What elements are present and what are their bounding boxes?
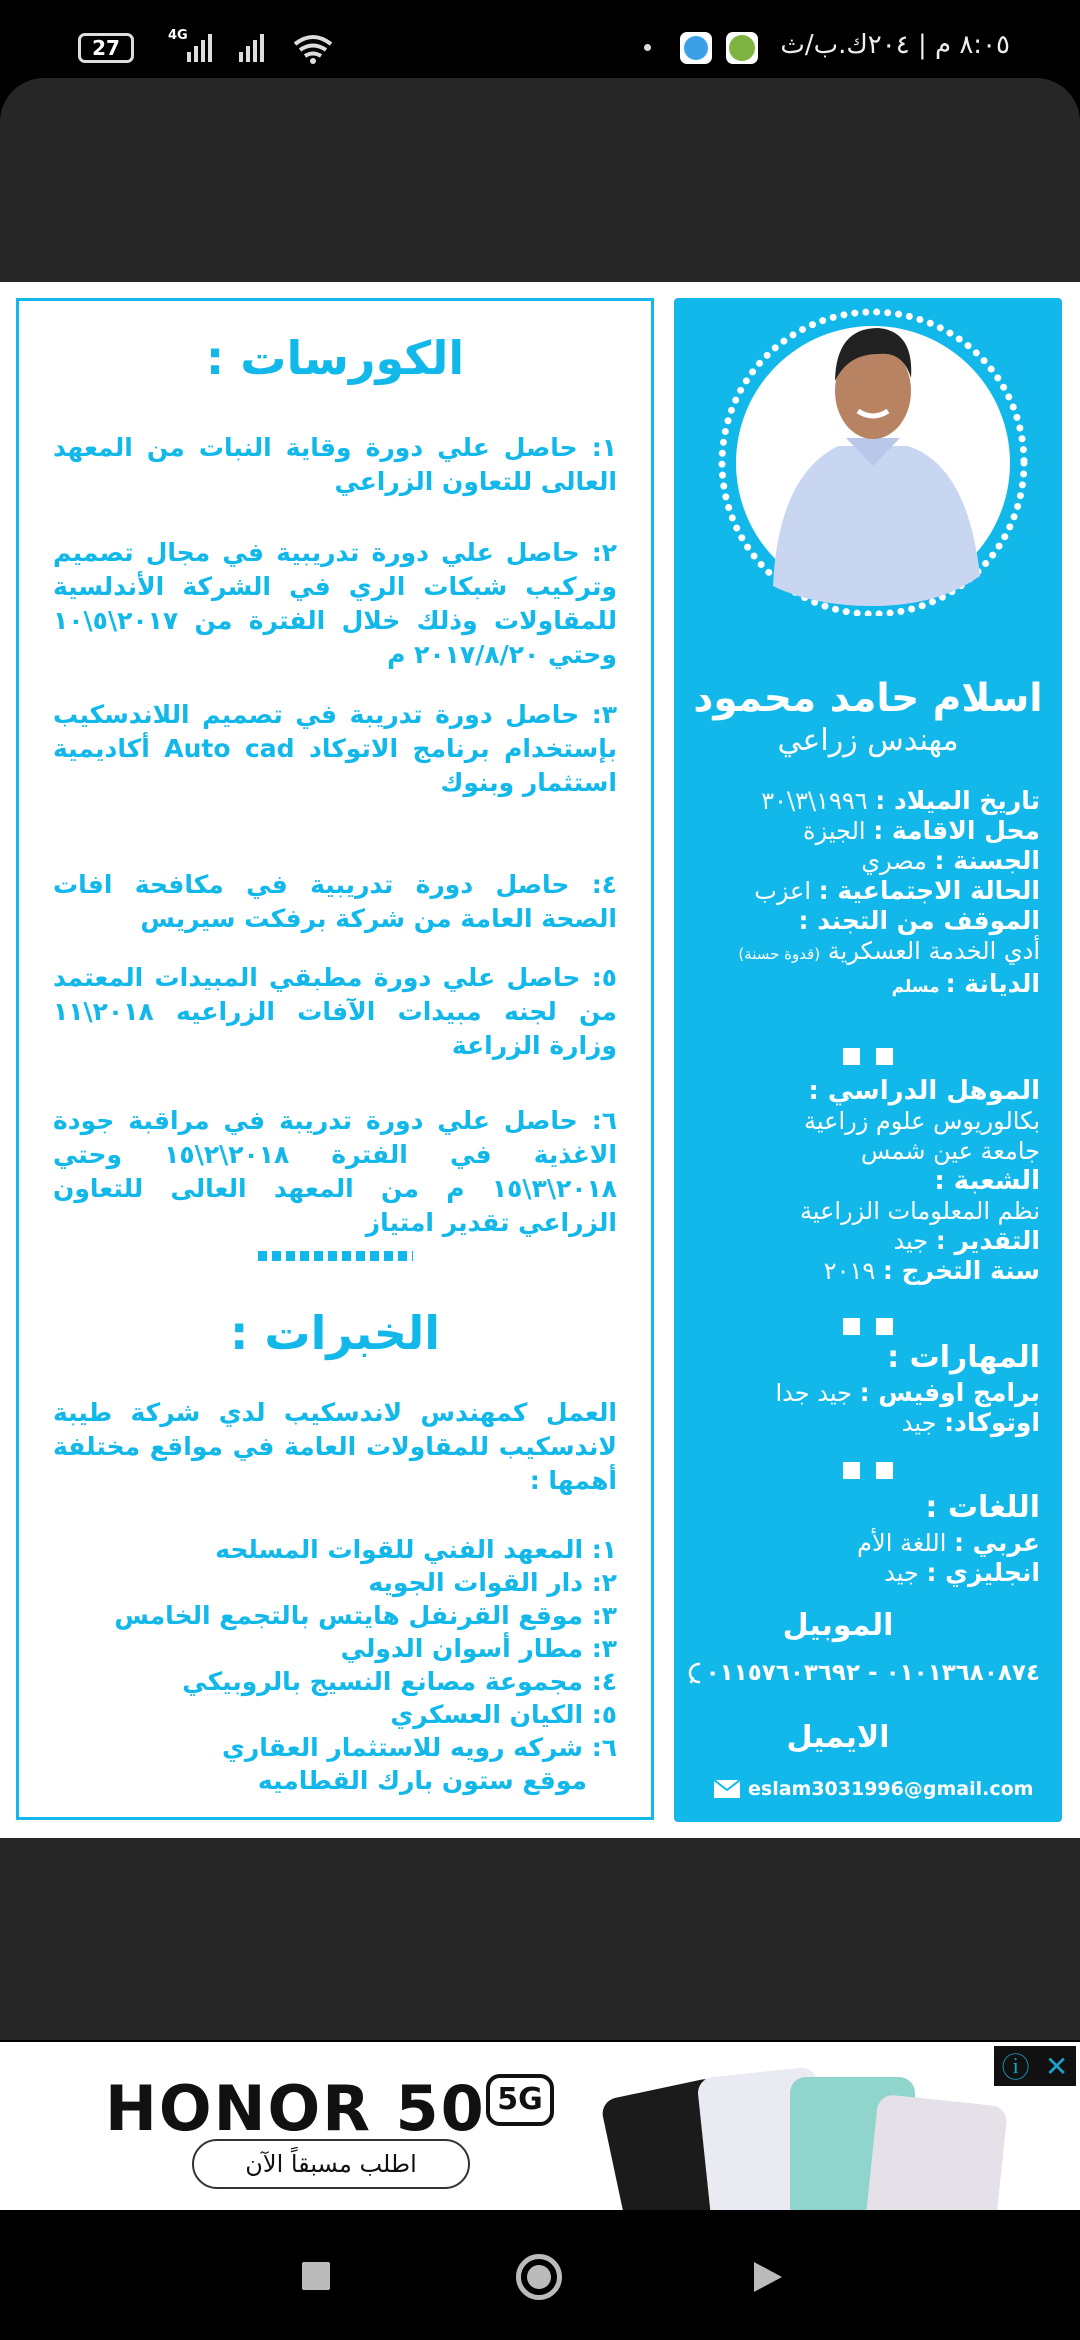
course-item: ٢: حاصل علي دورة تدريبية في مجال تصميم وتركيب شبكات الري في الشركة الأندلسية للمقاولات وذلك خلال الفترة من ٢٠١٧\٥\١٠ وحتي ٢٠١٧/٨/٢٠ م xyxy=(53,538,617,669)
ad-phones-image xyxy=(615,2062,1015,2210)
status-bar xyxy=(0,0,1080,78)
education-heading: الموهل الدراسي : xyxy=(808,1076,1040,1106)
mail-icon xyxy=(714,1780,740,1798)
courses-heading: الكورسات : xyxy=(205,331,465,385)
religion-row: الديانة : مسلم xyxy=(891,969,1040,998)
languages-heading: اللغات : xyxy=(925,1490,1040,1525)
home-button[interactable] xyxy=(516,2254,562,2300)
skill-row: برامج اوفيس : جيد جدا xyxy=(775,1378,1040,1407)
course-item: ٥: حاصل علي دورة مطبقي المبيدات المعتمد من لجنه مبيدات الآفات الزراعيه ٢٠١٨\١١ وزارة الزراعة xyxy=(53,963,617,1060)
military-label-row: الموقف من التجند : xyxy=(798,906,1040,935)
course-item: ٣: حاصل دورة تدريبة في تصميم اللاندسكيب بإستخدام برنامج الاتوكاد Auto cad أكاديمية استثمار وبنوك xyxy=(53,700,617,797)
experience-item: ٢: دار القوات الجويه xyxy=(368,1568,617,1597)
military-status-row: أدي الخدمة العسكرية (قدوة حسنة) xyxy=(738,937,1040,965)
experience-heading: الخبرات : xyxy=(230,1306,440,1360)
section-separator xyxy=(674,1048,1062,1069)
ad-5g-badge: 5G xyxy=(486,2074,554,2126)
language-row: انجليزي : جيد xyxy=(884,1558,1040,1587)
grade-row: التقدير : جيد xyxy=(893,1226,1040,1255)
course-item: ٤: حاصل دورة تدريبية في مكافحة افات الصحة العامة من شركة برفكت سيريس xyxy=(53,870,617,933)
notification-dot xyxy=(644,44,651,51)
app-notification-icon xyxy=(680,32,712,64)
viewer-top-area xyxy=(0,78,1080,282)
profile-photo xyxy=(718,306,1028,616)
experience-item: ٣: مطار أسوان الدولي xyxy=(340,1634,617,1663)
marital-status-row: الحالة الاجتماعية : اعزب xyxy=(754,876,1040,905)
section-separator xyxy=(674,1462,1062,1483)
degree: بكالوريوس علوم زراعية xyxy=(804,1107,1040,1135)
dotted-separator xyxy=(19,1246,651,1265)
experience-item: ٥: الكيان العسكري xyxy=(390,1700,617,1729)
viewer-bottom-area xyxy=(0,1838,1080,2040)
experience-item: ٦: شركه رويه للاستثمار العقاري xyxy=(221,1733,617,1762)
university: جامعة عين شمس xyxy=(860,1137,1040,1165)
division: نظم المعلومات الزراعية xyxy=(799,1197,1040,1225)
battery-level: 27 xyxy=(92,36,120,60)
clock: ٨:٠٥ م | ٢٠٤ك.ب/ث xyxy=(780,30,1010,60)
ad-close-icon[interactable]: ✕ xyxy=(1044,2049,1069,2083)
experience-item: موقع ستون بارك القطاميه xyxy=(257,1766,587,1795)
experience-item: ٤: مجموعة مصانع النسيج بالروبيكي xyxy=(182,1667,617,1696)
whatsapp-icon xyxy=(688,1662,700,1684)
ad-brand: HONOR 50 xyxy=(105,2072,486,2145)
nationality-row: الجسنة : مصري xyxy=(861,846,1040,875)
back-button[interactable] xyxy=(752,2260,784,2294)
ad-info-icon[interactable]: ⓘ xyxy=(1001,2051,1030,2084)
course-item: ٦: حاصل علي دورة تدريبة في مراقبة جودة الاغذية في الفترة ٢٠١٨\٢\١٥ وحتي ٢٠١٨\٣\١٥ م من المعهد العالى للتعاون الزراعي تقدير امتياز xyxy=(53,1106,617,1237)
profile-title: مهندس زراعي xyxy=(777,723,959,758)
division-label: الشعبة : xyxy=(934,1166,1040,1196)
settings-notification-icon xyxy=(726,32,758,64)
skill-row: اوتوكاد: جيد xyxy=(901,1408,1040,1437)
navigation-bar xyxy=(0,2210,1080,2340)
battery-icon xyxy=(78,33,134,63)
signal-wifi-icons xyxy=(165,30,345,66)
ad-banner[interactable] xyxy=(0,2042,1080,2210)
experience-intro: العمل كمهندس لاندسكيب لدي شركة طيبة لاندسكيب للمقاولات العامة في مواقع مختلفة أهمها : xyxy=(53,1398,617,1495)
experience-item: ٣: موقع القرنفل هايتس بالتجمع الخامس xyxy=(114,1601,617,1630)
residence-row: محل الاقامة : الجيزة xyxy=(803,816,1040,845)
recents-button[interactable] xyxy=(302,2262,330,2290)
courses-experience-box xyxy=(16,298,654,1820)
profile-panel xyxy=(674,298,1062,1822)
phone-numbers[interactable]: ٠١٠١٣٦٨٠٨٧٤ - ٠١١٥٧٦٠٣٦٩٢ xyxy=(705,1660,1040,1686)
network-type: 4G xyxy=(168,28,188,43)
language-row: عربي : اللغة الأم xyxy=(857,1528,1040,1557)
mobile-heading: الموبيل xyxy=(782,1608,894,1643)
section-separator xyxy=(674,1318,1062,1339)
birth-date-row: تاريخ الميلاد : ١٩٩٦\٣\٣٠ xyxy=(761,786,1040,815)
email-heading: الايميل xyxy=(786,1720,890,1755)
experience-item: ١: المعهد الفني للقوات المسلحه xyxy=(215,1535,617,1564)
profile-name: اسلام حامد محمود xyxy=(693,676,1043,721)
email-address[interactable]: eslam3031996@gmail.com xyxy=(748,1778,1034,1800)
course-item: ١: حاصل علي دورة وقاية النبات من المعهد العالى للتعاون الزراعي xyxy=(53,433,617,496)
ad-cta-button[interactable]: اطلب مسبقاً الآن xyxy=(192,2139,470,2189)
skills-heading: المهارات : xyxy=(887,1340,1040,1375)
graduation-year-row: سنة التخرج : ٢٠١٩ xyxy=(823,1256,1040,1285)
